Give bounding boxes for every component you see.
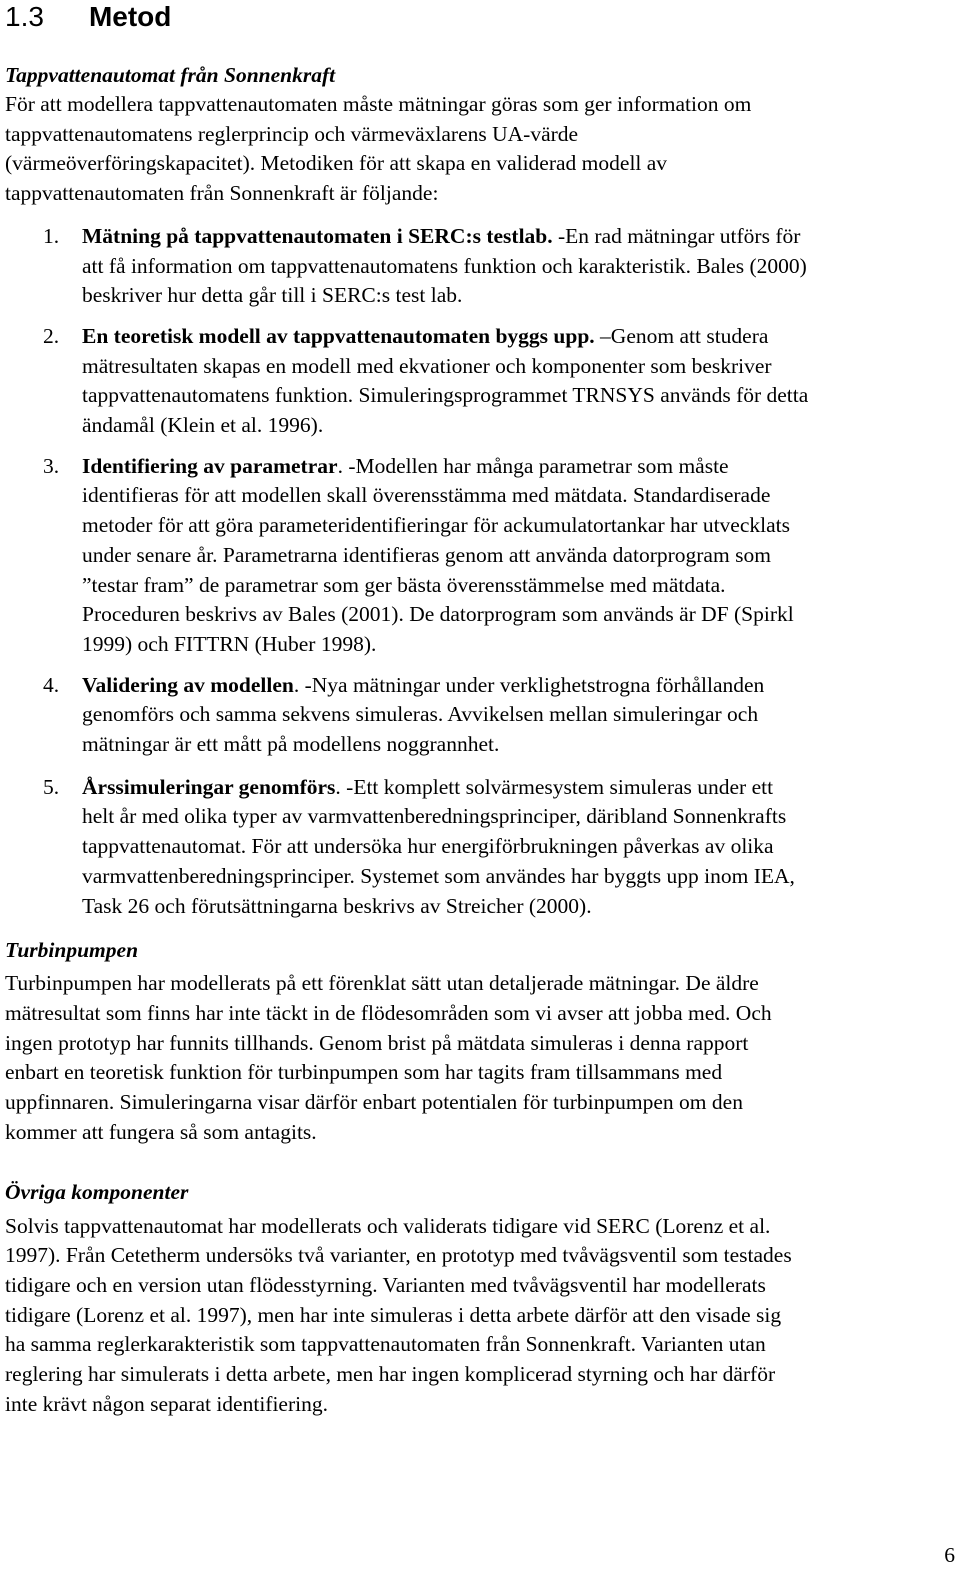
list-number: 4. <box>43 672 60 697</box>
text-line: tappvattenautomaten från Sonnenkraft är följande: <box>5 181 439 206</box>
text-line: mätresultat som finns har inte täckt in de flödesområden som vi avser att jobba med. Och <box>5 1000 772 1025</box>
text-line: ingen prototyp har funnits tillhands. Genom brist på mätdata simuleras i denna rapport <box>5 1030 749 1055</box>
text-line: uppfinnaren. Simuleringarna visar därför enbart potentialen för turbinpumpen om den <box>5 1090 743 1115</box>
text-line: tidigare och en version utan flödesstyrning. Varianten med tvåvägsventil har modellerats <box>5 1272 766 1297</box>
subheading-turbinpumpen: Turbinpumpen <box>5 938 139 963</box>
step-text: . -Nya mätningar under verklighetstrogna förhållanden <box>293 672 765 697</box>
list-number: 3. <box>43 453 60 478</box>
subheading-tappvattenautomat: Tappvattenautomat från Sonnenkraft <box>5 63 336 87</box>
step-text: . -Modellen har många parametrar som måste <box>337 453 729 478</box>
list-item <box>5 452 955 660</box>
text-line: identifieras för att modellen skall överensstämma med mätdata. Standardiserade <box>82 483 771 508</box>
text-line: tappvattenautomat. För att undersöka hur energiförbrukningen påverkas av olika <box>82 834 774 859</box>
text-line: tidigare (Lorenz et al. 1997), men har inte simuleras i detta arbete därför att den visade sig <box>5 1302 782 1327</box>
text-line: inte krävt någon separat identifiering. <box>5 1391 328 1416</box>
text-line: Turbinpumpen har modellerats på ett förenklat sätt utan detaljerade mätningar. De äldre <box>5 971 759 996</box>
text-line: Task 26 och förutsättningarna beskrivs av Streicher (2000). <box>82 893 592 918</box>
text-line: För att modellera tappvattenautomaten måste mätningar göras som ger information om <box>5 92 752 116</box>
text-line: ”testar fram” de parametrar som ger bästa överensstämmelse med mätdata. <box>82 572 726 597</box>
subheading-ovriga-komponenter: Övriga komponenter <box>5 1179 189 1204</box>
text-line: Proceduren beskrivs av Bales (2001). De datorprogram som används är DF (Spirkl <box>82 602 794 627</box>
text-line: (värmeöverföringskapacitet). Metodiken för att skapa en validerad modell av <box>5 151 668 176</box>
text-line: ändamål (Klein et al. 1996). <box>82 413 324 438</box>
list-number: 1. <box>43 223 60 248</box>
text-line: beskriver hur detta går till i SERC:s test lab. <box>82 283 463 308</box>
list-item <box>5 671 955 760</box>
text-line: 1999) och FITTRN (Huber 1998). <box>82 631 377 656</box>
list-item <box>5 322 955 441</box>
method-steps-list <box>5 222 955 921</box>
text-line: tappvattenautomatens funktion. Simuleringsprogrammet TRNSYS används för detta <box>82 383 809 408</box>
step-text: –Genom att studera <box>594 323 769 348</box>
text-line: helt år med olika typer av varmvattenberedningsprinciper, däribland Sonnenkrafts <box>82 804 787 829</box>
step-title: En teoretisk modell av tappvattenautomaten byggs upp. <box>82 323 595 348</box>
text-line: ha samma reglerkarakteristik som tappvattenautomaten från Sonnenkraft. Varianten utan <box>5 1332 766 1357</box>
step-title: Årssimuleringar genomförs <box>82 774 336 799</box>
text-line <box>82 773 955 803</box>
text-line: kommer att fungera så som antagits. <box>5 1119 317 1144</box>
turbinpumpen-paragraph <box>5 969 955 1147</box>
text-line: reglering har simulerats i detta arbete, men har ingen komplicerad styrning och har därför <box>5 1362 776 1387</box>
text-line <box>82 452 955 482</box>
text-line <box>82 222 955 252</box>
text-line: metoder för att göra parameteridentifieringar för ackumulatortankar har utvecklats <box>82 513 790 538</box>
step-title: Validering av modellen <box>82 672 294 697</box>
section-title: Metod <box>88 1 172 32</box>
text-line: tappvattenautomatens reglerprincip och värmeväxlarens UA-värde <box>5 121 579 146</box>
text-line: mätningar är ett mått på modellens noggrannhet. <box>82 732 500 757</box>
text-line: varmvattenberedningsprinciper. Systemet som användes har byggts upp inom IEA, <box>82 863 795 888</box>
text-line: genomförs och samma sekvens simuleras. Avvikelsen mellan simuleringar och <box>82 702 759 727</box>
text-line: 1997). Från Cetetherm undersöks två varianter, en prototyp med tvåvägsventil som testades <box>5 1243 792 1268</box>
step-text: -En rad mätningar utförs för <box>552 223 801 248</box>
document-page <box>5 0 955 1419</box>
list-number: 5. <box>43 774 60 799</box>
step-text: . -Ett komplett solvärmesystem simuleras under ett <box>335 774 774 799</box>
step-title: Mätning på tappvattenautomaten i SERC:s testlab. <box>82 223 553 248</box>
list-number: 2. <box>43 323 60 348</box>
text-line: Solvis tappvattenautomat har modellerats och validerats tidigare vid SERC (Lorenz et al. <box>5 1213 771 1238</box>
text-line: enbart en teoretisk funktion för turbinpumpen som har tagits fram tillsammans med <box>5 1060 723 1085</box>
text-line: under senare år. Parametrarna identifieras genom att använda datorprogram som <box>82 542 771 567</box>
text-line <box>82 322 955 352</box>
ovriga-komponenter-paragraph <box>5 1212 955 1420</box>
text-line <box>82 671 955 701</box>
page-number: 6 <box>944 1543 955 1567</box>
step-title: Identifiering av parametrar <box>82 453 338 478</box>
section-heading <box>5 0 955 35</box>
intro-paragraph <box>5 90 955 209</box>
list-item <box>5 773 955 922</box>
text-line: att få information om tappvattenautomatens funktion och karakteristik. Bales (2000) <box>82 253 807 278</box>
section-number: 1.3 <box>5 1 44 32</box>
list-item <box>5 222 955 311</box>
text-line: mätresultaten skapas en modell med ekvationer och komponenter som beskriver <box>82 353 772 378</box>
